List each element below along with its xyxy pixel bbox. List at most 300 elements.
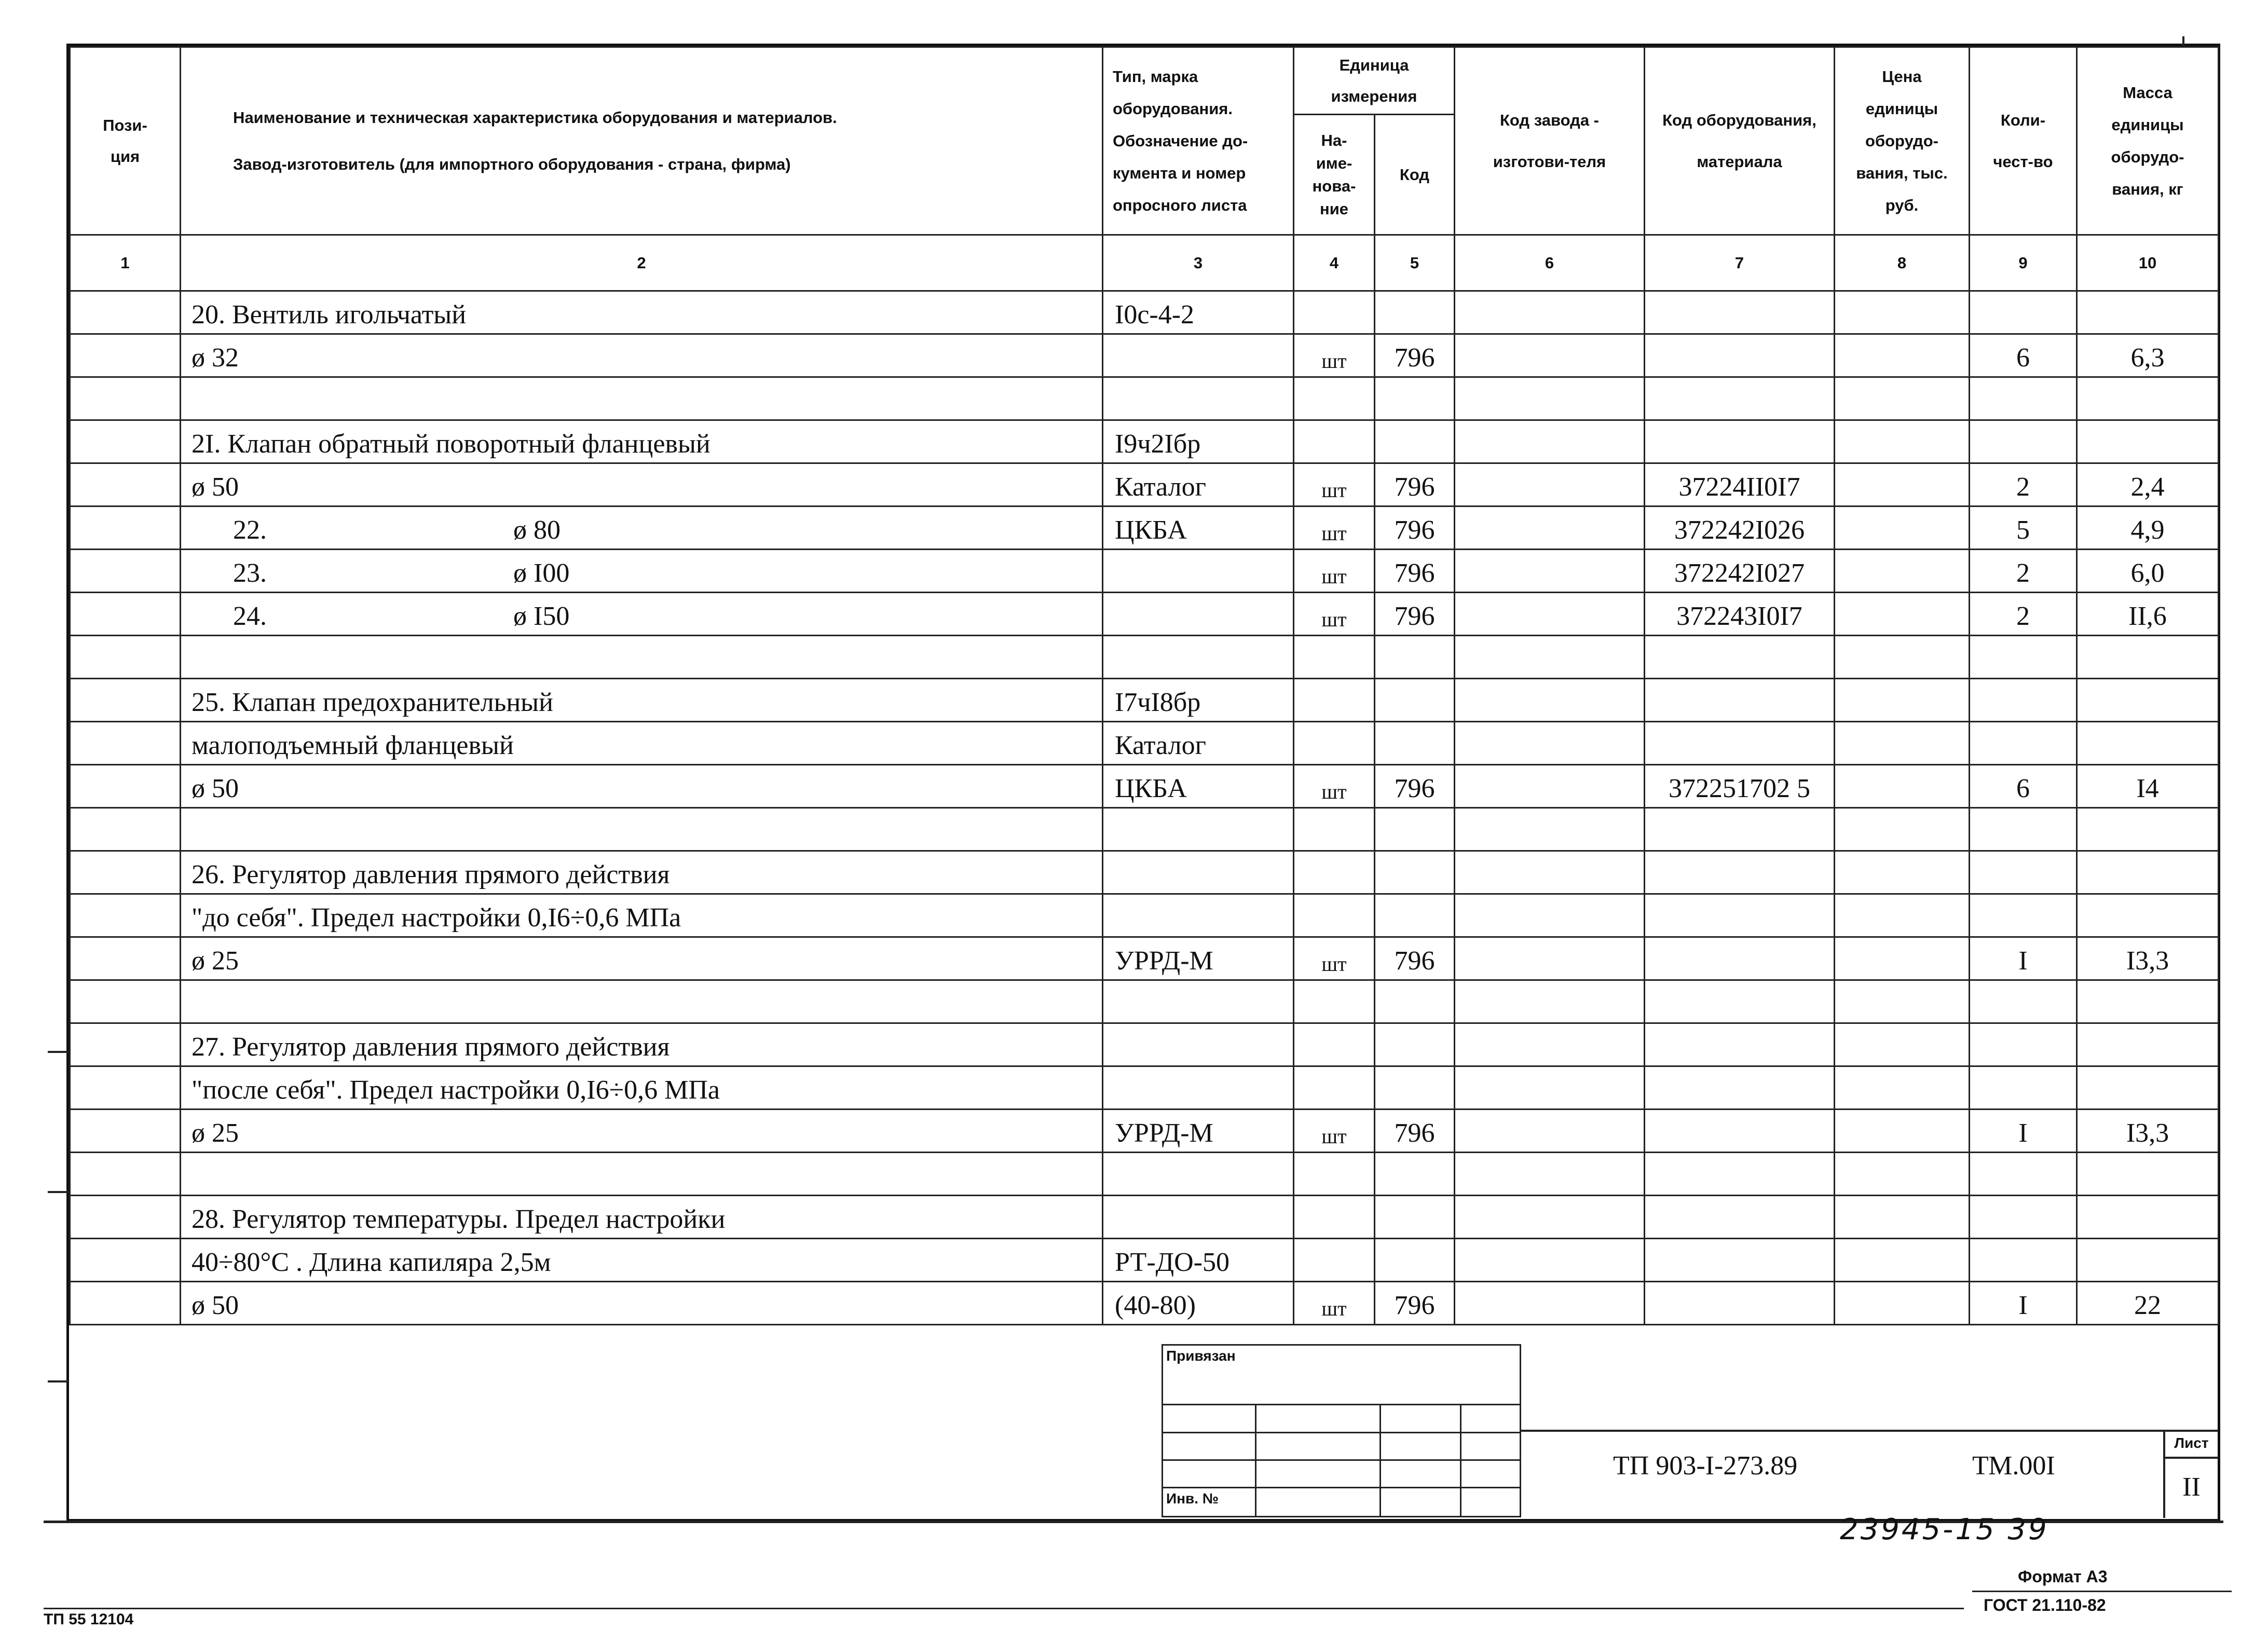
- cell-price: [1835, 1239, 1970, 1282]
- colnum-1: 1: [70, 235, 181, 291]
- cell-maker-code: [1455, 1023, 1645, 1066]
- stamp-cell: [1381, 1488, 1461, 1517]
- header-quantity: Коли-чест-во: [1970, 47, 2077, 235]
- cell-material-code: [1645, 291, 1835, 334]
- cell-name: [181, 506, 1103, 550]
- cell-type: [1103, 334, 1294, 377]
- cell-mass: [2077, 679, 2219, 722]
- cell-maker-code: [1455, 550, 1645, 593]
- cell-type: УРРД-М: [1103, 937, 1294, 980]
- cell-unit: [1294, 636, 1375, 679]
- cell-mass: [2077, 851, 2219, 894]
- colnum-2: 2: [181, 235, 1103, 291]
- colnum-9: 9: [1970, 235, 2077, 291]
- cell-name: [181, 636, 1103, 679]
- cell-quantity: [1970, 1153, 2077, 1196]
- table-row: [70, 894, 2219, 937]
- cell-name: 26. Регулятор давления прямого действия: [181, 851, 1103, 894]
- cell-type: [1103, 1196, 1294, 1239]
- header-name-line1: Наименование и техническая характеристика оборудования и материалов.: [233, 108, 837, 127]
- cell-unit-code: [1375, 291, 1455, 334]
- cell-name-position: 24.: [233, 601, 267, 631]
- cell-maker-code: [1455, 593, 1645, 636]
- table-row: [70, 291, 2219, 334]
- stamp-cell: [1381, 1405, 1461, 1432]
- table-row: [70, 636, 2219, 679]
- cell-type: I0с-4-2: [1103, 291, 1294, 334]
- cell-position: [70, 593, 181, 636]
- table-row: [70, 722, 2219, 765]
- cell-mass: [2077, 636, 2219, 679]
- cell-mass: [2077, 420, 2219, 463]
- cell-type: [1103, 377, 1294, 420]
- stamp-cell: [1163, 1460, 1256, 1488]
- cell-name: [181, 377, 1103, 420]
- cell-material-code: [1645, 1196, 1835, 1239]
- cell-name: 40÷80°С . Длина капиляра 2,5м: [181, 1239, 1103, 1282]
- cell-price: [1835, 1110, 1970, 1153]
- cell-price: [1835, 463, 1970, 506]
- table-row: [70, 937, 2219, 980]
- cell-name: ø 25: [181, 937, 1103, 980]
- cell-material-code: [1645, 980, 1835, 1023]
- header-unit-code: Код: [1375, 115, 1455, 235]
- cell-price: [1835, 1153, 1970, 1196]
- cell-type: (40-80): [1103, 1282, 1294, 1325]
- margin-tick: [48, 1051, 69, 1053]
- cell-type: РТ-ДО-50: [1103, 1239, 1294, 1282]
- gost-label: ГОСТ 21.110-82: [1984, 1596, 2106, 1614]
- cell-maker-code: [1455, 636, 1645, 679]
- document-number: ТП 903-I-273.89: [1613, 1451, 1798, 1481]
- cell-price: [1835, 722, 1970, 765]
- cell-name: 2I. Клапан обратный поворотный фланцевый: [181, 420, 1103, 463]
- cell-material-code: 372251702 5: [1645, 765, 1835, 808]
- handwritten-number: 23945-15 39: [1840, 1513, 2049, 1546]
- cell-name: [181, 808, 1103, 851]
- colnum-3: 3: [1103, 235, 1294, 291]
- cell-maker-code: [1455, 937, 1645, 980]
- cell-name: ø 50: [181, 765, 1103, 808]
- cell-maker-code: [1455, 1153, 1645, 1196]
- cell-price: [1835, 291, 1970, 334]
- cell-mass: [2077, 1023, 2219, 1066]
- cell-type: [1103, 851, 1294, 894]
- cell-position: [70, 334, 181, 377]
- cell-name: [181, 980, 1103, 1023]
- cell-unit-code: [1375, 1023, 1455, 1066]
- cell-material-code: 372243I0I7: [1645, 593, 1835, 636]
- cell-unit-code: 796: [1375, 1282, 1455, 1325]
- sheet-number: II: [2182, 1472, 2201, 1502]
- stamp-cell: [1256, 1432, 1381, 1460]
- cell-position: [70, 937, 181, 980]
- sheet-label: Лист: [2165, 1430, 2218, 1459]
- left-code: ТП 55 12104: [44, 1611, 134, 1628]
- cell-position: [70, 463, 181, 506]
- table-row: [70, 1110, 2219, 1153]
- cell-price: [1835, 937, 1970, 980]
- cell-maker-code: [1455, 420, 1645, 463]
- cell-position: [70, 1153, 181, 1196]
- cell-unit: [1294, 1023, 1375, 1066]
- cell-unit: шт: [1294, 765, 1375, 808]
- cell-material-code: 372242I026: [1645, 506, 1835, 550]
- stamp-cell: [1461, 1432, 1521, 1460]
- cell-price: [1835, 506, 1970, 550]
- cell-position: [70, 420, 181, 463]
- footer-left-rule: [44, 1608, 1964, 1609]
- cell-price: [1835, 550, 1970, 593]
- table-row: [70, 980, 2219, 1023]
- cell-mass: 22: [2077, 1282, 2219, 1325]
- table-row: [70, 1196, 2219, 1239]
- table-row: [70, 851, 2219, 894]
- cell-maker-code: [1455, 463, 1645, 506]
- cell-position: [70, 506, 181, 550]
- cell-maker-code: [1455, 1066, 1645, 1110]
- cell-maker-code: [1455, 1110, 1645, 1153]
- stamp-cell: [1381, 1432, 1461, 1460]
- cell-type: [1103, 808, 1294, 851]
- cell-type: [1103, 1153, 1294, 1196]
- cell-maker-code: [1455, 334, 1645, 377]
- cell-maker-code: [1455, 765, 1645, 808]
- cell-material-code: 372242I027: [1645, 550, 1835, 593]
- cell-unit: шт: [1294, 463, 1375, 506]
- cell-price: [1835, 679, 1970, 722]
- cell-name: ø 32: [181, 334, 1103, 377]
- cell-type: I7чI8бр: [1103, 679, 1294, 722]
- cell-position: [70, 1239, 181, 1282]
- title-block-line: [1520, 1430, 2218, 1432]
- cell-material-code: [1645, 420, 1835, 463]
- cell-quantity: [1970, 1066, 2077, 1110]
- colnum-7: 7: [1645, 235, 1835, 291]
- cell-mass: [2077, 808, 2219, 851]
- cell-type: I9ч2Iбр: [1103, 420, 1294, 463]
- stamp-cell: [1256, 1460, 1381, 1488]
- cell-type: Каталог: [1103, 463, 1294, 506]
- cell-type: [1103, 593, 1294, 636]
- colnum-10: 10: [2077, 235, 2219, 291]
- cell-material-code: [1645, 1066, 1835, 1110]
- cell-type: [1103, 550, 1294, 593]
- margin-tick: [48, 1191, 69, 1193]
- cell-unit: [1294, 894, 1375, 937]
- table-row: [70, 420, 2219, 463]
- cell-name: малоподъемный фланцевый: [181, 722, 1103, 765]
- stamp-cell: [1461, 1405, 1521, 1432]
- cell-quantity: [1970, 679, 2077, 722]
- cell-quantity: [1970, 808, 2077, 851]
- cell-type: [1103, 1023, 1294, 1066]
- cell-mass: [2077, 894, 2219, 937]
- stamp-cell: [1256, 1405, 1381, 1432]
- stamp-cell: [1256, 1488, 1381, 1517]
- cell-type: ЦКБА: [1103, 765, 1294, 808]
- cell-maker-code: [1455, 722, 1645, 765]
- cell-maker-code: [1455, 377, 1645, 420]
- cell-price: [1835, 894, 1970, 937]
- cell-quantity: [1970, 1023, 2077, 1066]
- cell-name: 28. Регулятор температуры. Предел настройки: [181, 1196, 1103, 1239]
- cell-type: Каталог: [1103, 722, 1294, 765]
- cell-unit: шт: [1294, 937, 1375, 980]
- cell-unit-code: [1375, 377, 1455, 420]
- cell-unit: [1294, 1196, 1375, 1239]
- cell-mass: I3,3: [2077, 1110, 2219, 1153]
- cell-type: [1103, 980, 1294, 1023]
- cell-name: "до себя". Предел настройки 0,I6÷0,6 МПа: [181, 894, 1103, 937]
- cell-type: [1103, 636, 1294, 679]
- cell-material-code: [1645, 1110, 1835, 1153]
- cell-position: [70, 808, 181, 851]
- cell-unit-code: [1375, 636, 1455, 679]
- cell-position: [70, 894, 181, 937]
- sheet-box: [2163, 1430, 2218, 1518]
- cell-type: ЦКБА: [1103, 506, 1294, 550]
- cell-material-code: 37224II0I7: [1645, 463, 1835, 506]
- colnum-8: 8: [1835, 235, 1970, 291]
- cell-mass: [2077, 1153, 2219, 1196]
- cell-unit-code: 796: [1375, 1110, 1455, 1153]
- table-row: [70, 334, 2219, 377]
- table-row: [70, 1239, 2219, 1282]
- cell-mass: [2077, 377, 2219, 420]
- cell-unit: шт: [1294, 1110, 1375, 1153]
- cell-unit-code: [1375, 679, 1455, 722]
- cell-quantity: 5: [1970, 506, 2077, 550]
- cell-position: [70, 1023, 181, 1066]
- colnum-4: 4: [1294, 235, 1375, 291]
- cell-price: [1835, 1282, 1970, 1325]
- cell-name: ø 25: [181, 1110, 1103, 1153]
- cell-material-code: [1645, 679, 1835, 722]
- cell-maker-code: [1455, 851, 1645, 894]
- header-mass: Масса единицы оборудо-вания, кг: [2077, 47, 2219, 235]
- cell-price: [1835, 851, 1970, 894]
- footer-rule: [1972, 1591, 2232, 1592]
- stamp-cell: [1461, 1488, 1521, 1517]
- cell-unit-code: 796: [1375, 765, 1455, 808]
- cell-name: [181, 593, 1103, 636]
- cell-type: [1103, 894, 1294, 937]
- cell-material-code: [1645, 722, 1835, 765]
- cell-name: ø 50: [181, 463, 1103, 506]
- cell-price: [1835, 420, 1970, 463]
- specification-table: [69, 46, 2219, 1325]
- cell-position: [70, 377, 181, 420]
- cell-unit-code: 796: [1375, 506, 1455, 550]
- cell-unit-code: [1375, 1239, 1455, 1282]
- cell-material-code: [1645, 1239, 1835, 1282]
- cell-name: [181, 550, 1103, 593]
- cell-price: [1835, 636, 1970, 679]
- table-row: [70, 1023, 2219, 1066]
- cell-unit-code: [1375, 980, 1455, 1023]
- cell-price: [1835, 980, 1970, 1023]
- cell-mass: 6,3: [2077, 334, 2219, 377]
- cell-quantity: [1970, 851, 2077, 894]
- colnum-6: 6: [1455, 235, 1645, 291]
- cell-type: УРРД-М: [1103, 1110, 1294, 1153]
- table-row: [70, 765, 2219, 808]
- cell-quantity: 2: [1970, 593, 2077, 636]
- cell-material-code: [1645, 851, 1835, 894]
- cell-material-code: [1645, 334, 1835, 377]
- cell-name: 25. Клапан предохранительный: [181, 679, 1103, 722]
- cell-name: 20. Вентиль игольчатый: [181, 291, 1103, 334]
- stamp-bound-label: Привязан: [1163, 1345, 1521, 1405]
- table-row: [70, 1153, 2219, 1196]
- cell-quantity: I: [1970, 1282, 2077, 1325]
- cell-unit: [1294, 420, 1375, 463]
- binding-stamp: [1162, 1344, 1521, 1517]
- cell-mass: [2077, 722, 2219, 765]
- stamp-cell: [1461, 1460, 1521, 1488]
- cell-name-diameter: ø I50: [513, 601, 570, 631]
- cell-price: [1835, 1196, 1970, 1239]
- cell-unit-code: [1375, 420, 1455, 463]
- cell-maker-code: [1455, 1282, 1645, 1325]
- cell-material-code: [1645, 937, 1835, 980]
- cell-unit: шт: [1294, 593, 1375, 636]
- cell-price: [1835, 1066, 1970, 1110]
- cell-mass: [2077, 291, 2219, 334]
- header-name-line2: Завод-изготовитель (для импортного оборудования - страна, фирма): [233, 155, 791, 173]
- cell-quantity: [1970, 420, 2077, 463]
- cell-price: [1835, 377, 1970, 420]
- cell-position: [70, 980, 181, 1023]
- cell-name: ø 50: [181, 1282, 1103, 1325]
- cell-quantity: 6: [1970, 334, 2077, 377]
- cell-quantity: [1970, 980, 2077, 1023]
- cell-quantity: 6: [1970, 765, 2077, 808]
- format-label: Формат А3: [2018, 1567, 2108, 1586]
- cell-quantity: [1970, 377, 2077, 420]
- cell-mass: 6,0: [2077, 550, 2219, 593]
- cell-quantity: 2: [1970, 463, 2077, 506]
- cell-quantity: I: [1970, 937, 2077, 980]
- table-row: [70, 550, 2219, 593]
- cell-name: "после себя". Предел настройки 0,I6÷0,6 МПа: [181, 1066, 1103, 1110]
- cell-position: [70, 1282, 181, 1325]
- cell-mass: [2077, 980, 2219, 1023]
- cell-unit-code: [1375, 851, 1455, 894]
- cell-mass: 2,4: [2077, 463, 2219, 506]
- cell-unit-code: [1375, 722, 1455, 765]
- cell-quantity: [1970, 636, 2077, 679]
- stamp-inv-label: Инв. №: [1163, 1488, 1256, 1517]
- cell-name: [181, 1153, 1103, 1196]
- cell-position: [70, 550, 181, 593]
- corner-tick: [2182, 36, 2184, 46]
- cell-position: [70, 1066, 181, 1110]
- cell-unit-code: [1375, 1066, 1455, 1110]
- cell-maker-code: [1455, 506, 1645, 550]
- cell-unit: [1294, 1239, 1375, 1282]
- cell-price: [1835, 334, 1970, 377]
- cell-price: [1835, 593, 1970, 636]
- cell-unit: [1294, 980, 1375, 1023]
- header-name: [181, 47, 1103, 235]
- cell-unit: шт: [1294, 334, 1375, 377]
- cell-unit: [1294, 722, 1375, 765]
- cell-unit: [1294, 808, 1375, 851]
- cell-position: [70, 765, 181, 808]
- cell-unit: [1294, 1066, 1375, 1110]
- cell-unit: [1294, 851, 1375, 894]
- cell-quantity: I: [1970, 1110, 2077, 1153]
- header-position: Пози- ция: [70, 47, 181, 235]
- cell-name-diameter: ø I00: [513, 558, 570, 588]
- cell-maker-code: [1455, 679, 1645, 722]
- header-unit-name: На-име-нова-ние: [1294, 115, 1375, 235]
- stamp-cell: [1163, 1405, 1256, 1432]
- cell-position: [70, 851, 181, 894]
- cell-unit-code: [1375, 808, 1455, 851]
- cell-name-diameter: ø 80: [513, 515, 561, 545]
- cell-material-code: [1645, 636, 1835, 679]
- cell-unit-code: [1375, 894, 1455, 937]
- cell-name: 27. Регулятор давления прямого действия: [181, 1023, 1103, 1066]
- cell-material-code: [1645, 894, 1835, 937]
- cell-material-code: [1645, 808, 1835, 851]
- header-material-code: Код оборудования, материала: [1645, 47, 1835, 235]
- cell-quantity: [1970, 291, 2077, 334]
- cell-quantity: [1970, 894, 2077, 937]
- table-row: [70, 1282, 2219, 1325]
- cell-position: [70, 679, 181, 722]
- cell-maker-code: [1455, 894, 1645, 937]
- cell-price: [1835, 808, 1970, 851]
- cell-name-position: 22.: [233, 515, 267, 545]
- table-row: [70, 1066, 2219, 1110]
- cell-maker-code: [1455, 1196, 1645, 1239]
- cell-unit-code: 796: [1375, 463, 1455, 506]
- cell-quantity: [1970, 1196, 2077, 1239]
- cell-material-code: [1645, 1023, 1835, 1066]
- cell-mass: 4,9: [2077, 506, 2219, 550]
- cell-position: [70, 1110, 181, 1153]
- cell-unit-code: 796: [1375, 550, 1455, 593]
- cell-mass: [2077, 1196, 2219, 1239]
- table-row: [70, 808, 2219, 851]
- stamp-cell: [1381, 1460, 1461, 1488]
- cell-mass: I3,3: [2077, 937, 2219, 980]
- cell-price: [1835, 1023, 1970, 1066]
- cell-unit: [1294, 679, 1375, 722]
- header-type: Тип, марка оборудования. Обозначение до-кумента и номер опросного листа: [1103, 47, 1294, 235]
- table-row: [70, 377, 2219, 420]
- cell-position: [70, 1196, 181, 1239]
- cell-unit: [1294, 1153, 1375, 1196]
- cell-unit-code: 796: [1375, 334, 1455, 377]
- document-code: ТМ.00I: [1972, 1451, 2055, 1481]
- cell-position: [70, 722, 181, 765]
- cell-material-code: [1645, 1282, 1835, 1325]
- header-unit: Единица измерения: [1294, 47, 1455, 115]
- table-row: [70, 463, 2219, 506]
- cell-unit: шт: [1294, 550, 1375, 593]
- table-row: [70, 593, 2219, 636]
- cell-mass: II,6: [2077, 593, 2219, 636]
- cell-mass: [2077, 1239, 2219, 1282]
- colnum-5: 5: [1375, 235, 1455, 291]
- cell-mass: I4: [2077, 765, 2219, 808]
- margin-tick: [48, 1380, 69, 1382]
